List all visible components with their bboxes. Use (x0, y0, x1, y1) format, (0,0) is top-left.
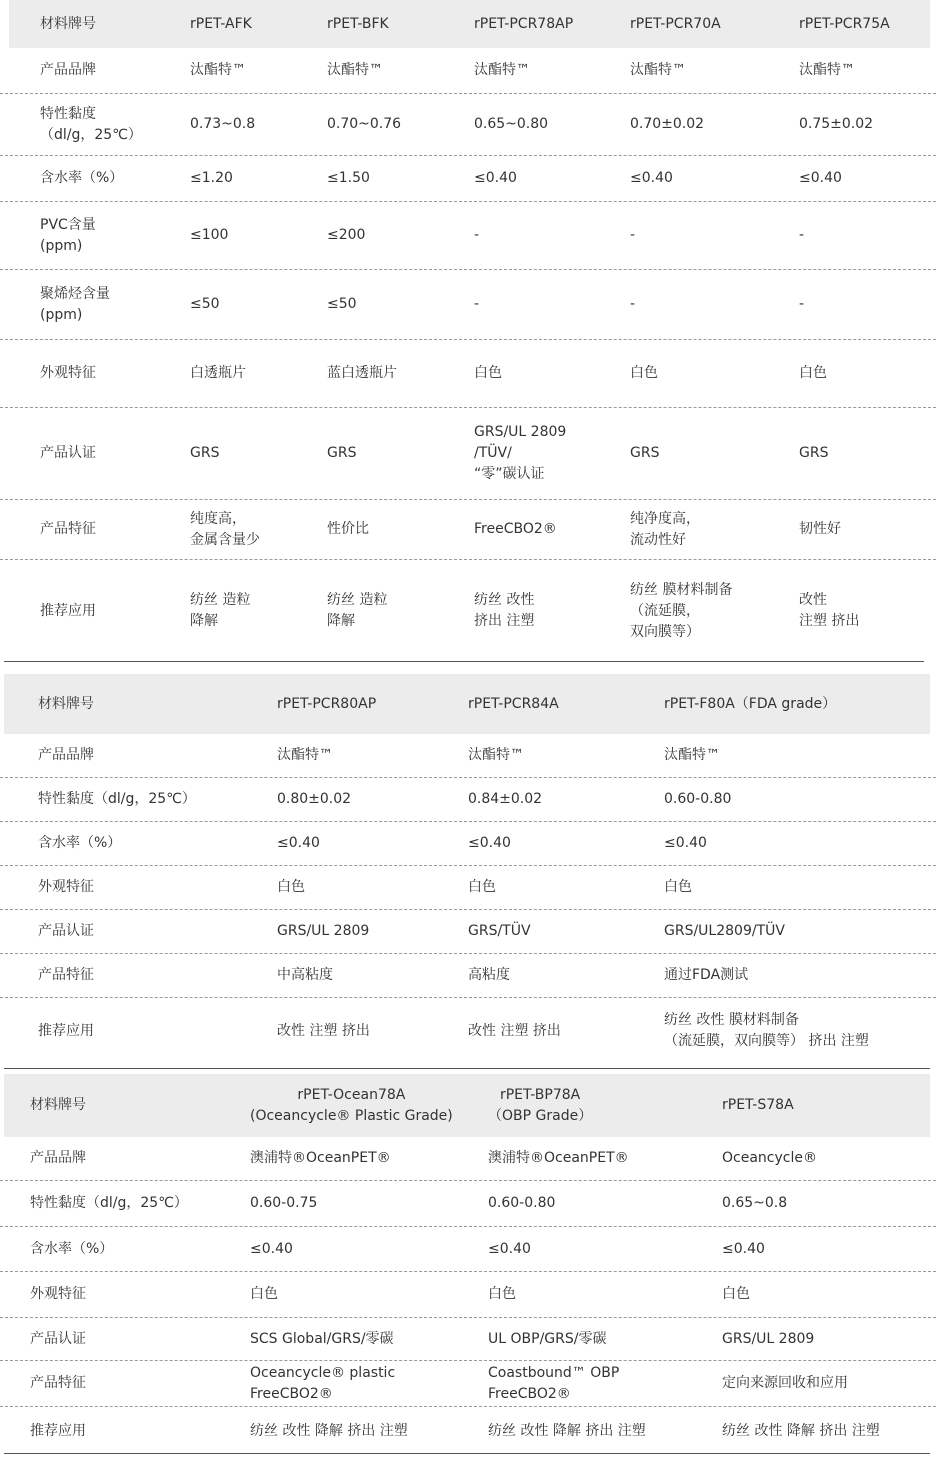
value-cell (468, 822, 511, 865)
table-row (0, 866, 936, 910)
table-row (0, 910, 936, 954)
value-cell (664, 998, 869, 1064)
cell-text: rPET-BFK (327, 15, 389, 32)
cell-text: 白色 (799, 365, 827, 381)
value-cell (722, 1272, 750, 1317)
row-label-cell (30, 1361, 86, 1406)
value-cell (190, 156, 233, 201)
cell-text: 韧性好 (799, 521, 841, 537)
cell-text: FreeCBO2® (474, 521, 557, 537)
value-cell (277, 866, 305, 909)
value-cell (468, 734, 524, 777)
cell-text: ≤0.40 (250, 1240, 293, 1257)
cell-text: GRS/TÜV (468, 923, 531, 939)
value-cell (488, 1361, 619, 1406)
header-grade-cell (250, 1074, 453, 1137)
value-cell (327, 156, 370, 201)
value-cell (488, 1137, 629, 1180)
cell-text: 推荐应用 (30, 1422, 86, 1439)
cell-text: 0.84±0.02 (468, 791, 543, 807)
cell-text: 澳浦特®OceanPET® (250, 1150, 391, 1166)
cell-text: 纯净度高， 流动性好 (630, 510, 700, 548)
cell-text: ≤0.40 (630, 170, 673, 186)
table-2-bottom-rule (4, 1068, 930, 1069)
cell-text: 白透瓶片 (190, 365, 246, 381)
row-label-cell (38, 822, 121, 865)
table-row (0, 1137, 936, 1181)
value-cell (488, 1181, 555, 1226)
header-grade-cell (488, 1074, 592, 1137)
value-cell (474, 340, 502, 407)
cell-text: ≤0.40 (277, 835, 320, 851)
value-cell (722, 1137, 817, 1180)
value-cell (468, 998, 561, 1064)
value-cell (799, 156, 842, 201)
row-label-cell (38, 998, 94, 1064)
value-cell (250, 1361, 395, 1406)
cell-text: ≤0.40 (468, 835, 511, 851)
cell-text: 蓝白透瓶片 (327, 365, 397, 381)
cell-text: 推荐应用 (40, 602, 96, 619)
value-cell (327, 270, 357, 339)
value-cell (799, 202, 804, 269)
cell-text: GRS/UL 2809 (277, 923, 370, 939)
value-cell (799, 408, 828, 499)
value-cell (488, 1227, 531, 1271)
cell-text: 特性黏度（dl/g，25℃） (30, 1195, 188, 1211)
header-label-cell (30, 1074, 86, 1137)
cell-text: 含水率（%） (40, 170, 124, 186)
cell-text: rPET-PCR78AP (474, 15, 574, 32)
row-label-cell (38, 778, 196, 821)
cell-text: 含水率（%） (38, 835, 122, 851)
table-row (0, 998, 936, 1064)
cell-text: 定向来源回收和应用 (722, 1375, 848, 1391)
value-cell (722, 1407, 880, 1455)
row-label-cell (40, 270, 110, 339)
header-grade-cell (277, 674, 376, 734)
cell-text: GRS (327, 445, 357, 461)
cell-text: 0.70±0.02 (630, 116, 705, 132)
cell-text: 改性 注塑 挤出 (468, 1022, 561, 1039)
header-grade-cell (327, 0, 389, 48)
value-cell (250, 1318, 394, 1360)
table-row (0, 94, 936, 156)
cell-text: 汰酯特™ (630, 62, 686, 78)
row-label-cell (40, 560, 96, 662)
value-cell (722, 1318, 814, 1360)
value-cell (488, 1407, 646, 1455)
row-label-cell (40, 202, 96, 269)
header-label-cell (40, 0, 96, 48)
cell-text: 产品认证 (38, 923, 94, 939)
cell-text: 纺丝 造粒 降解 (190, 592, 251, 629)
table-row (0, 270, 936, 340)
value-cell (664, 866, 692, 909)
table-row (0, 1407, 936, 1455)
cell-text: 白色 (664, 879, 692, 895)
value-cell (468, 778, 542, 821)
table-row (0, 560, 936, 662)
value-cell (488, 1272, 516, 1317)
cell-text: 纺丝 膜材料制备 （流延膜， 双向膜等） (630, 581, 733, 640)
cell-text: 汰酯特™ (190, 62, 246, 78)
cell-text: ≤1.50 (327, 170, 370, 186)
table-row (0, 340, 936, 408)
value-cell (277, 822, 320, 865)
cell-text: ≤1.20 (190, 170, 233, 186)
value-cell (474, 270, 479, 339)
value-cell (468, 866, 496, 909)
cell-text: 推荐应用 (38, 1022, 94, 1039)
value-cell (474, 48, 530, 93)
row-label-cell (38, 954, 94, 997)
cell-text: 0.60-0.75 (250, 1195, 318, 1211)
cell-text: 0.60-0.80 (664, 791, 732, 807)
value-cell (722, 1181, 787, 1226)
cell-text: - (474, 296, 480, 312)
cell-text: rPET-PCR84A (468, 695, 559, 712)
cell-text: 0.60-0.80 (488, 1195, 556, 1211)
table-3-bottom-rule (4, 1453, 930, 1454)
header-grade-cell (722, 1074, 794, 1137)
cell-text: 产品认证 (40, 445, 96, 461)
cell-text: 产品品牌 (30, 1150, 86, 1166)
cell-text: PVC含量 (ppm) (40, 216, 96, 254)
cell-text: 纯度高， 金属含量少 (190, 510, 260, 548)
header-grade-cell (630, 0, 721, 48)
cell-text: ≤0.40 (799, 170, 842, 186)
value-cell (190, 202, 228, 269)
value-cell (277, 998, 370, 1064)
row-label-cell (40, 500, 96, 559)
value-cell (250, 1137, 391, 1180)
row-label-cell (40, 408, 96, 499)
cell-text: 纺丝 改性 降解 挤出 注塑 (250, 1422, 408, 1439)
cell-text: 聚烯烃含量 (ppm) (40, 285, 110, 323)
header-grade-cell (664, 674, 836, 734)
cell-text: - (474, 227, 480, 243)
row-label-cell (40, 340, 96, 407)
cell-text: 白色 (250, 1286, 278, 1302)
table-row (0, 1227, 936, 1272)
cell-text: 0.70~0.76 (327, 116, 402, 132)
cell-text: 汰酯特™ (799, 62, 855, 78)
cell-text: rPET-F80A（FDA grade） (664, 695, 837, 712)
header-grade-cell (468, 674, 559, 734)
cell-text: 改性 注塑 挤出 (277, 1022, 370, 1039)
row-label-cell (30, 1181, 188, 1226)
cell-text: 纺丝 造粒 降解 (327, 592, 388, 629)
cell-text: 材料牌号 (30, 1097, 86, 1113)
table-row (0, 1361, 936, 1407)
cell-text: 白色 (488, 1286, 516, 1302)
value-cell (664, 778, 731, 821)
cell-text: 产品品牌 (40, 62, 96, 78)
value-cell (190, 48, 246, 93)
value-cell (664, 910, 785, 953)
cell-text: Oceancycle® plastic FreeCBO2® (250, 1364, 396, 1402)
header-grade-cell (190, 0, 252, 48)
cell-text: Oceancycle® (722, 1150, 817, 1166)
value-cell (722, 1361, 848, 1406)
value-cell (190, 560, 250, 662)
table-row (0, 1318, 936, 1361)
cell-text: ≤200 (327, 227, 366, 243)
row-label-cell (30, 1227, 113, 1271)
cell-text: 外观特征 (40, 365, 96, 381)
value-cell (250, 1407, 408, 1455)
cell-text: 材料牌号 (40, 15, 96, 32)
value-cell (630, 408, 659, 499)
value-cell (190, 270, 220, 339)
value-cell (630, 340, 658, 407)
value-cell (488, 1318, 606, 1360)
cell-text: GRS (190, 445, 220, 461)
spec-table-3 (0, 1074, 936, 1455)
cell-text: 汰酯特™ (468, 747, 524, 763)
cell-text: 白色 (468, 879, 496, 895)
cell-text: 产品认证 (30, 1330, 86, 1347)
row-label-cell (30, 1318, 86, 1360)
value-cell (799, 48, 855, 93)
value-cell (327, 500, 369, 559)
cell-text: GRS/UL2809/TÜV (664, 923, 785, 939)
cell-text: 产品特征 (30, 1375, 86, 1391)
header-grade-cell (799, 0, 890, 48)
row-label-cell (38, 734, 94, 777)
cell-text: 材料牌号 (38, 695, 94, 712)
value-cell (474, 560, 534, 662)
table-row (0, 408, 936, 500)
value-cell (799, 270, 804, 339)
value-cell (474, 408, 566, 499)
cell-text: 特性黏度 （dl/g，25℃） (40, 105, 142, 143)
spec-table-1 (0, 0, 936, 662)
row-label-cell (38, 866, 94, 909)
cell-text: rPET-BP78A （OBP Grade） (488, 1086, 593, 1124)
cell-text: ≤0.40 (722, 1240, 765, 1257)
row-label-cell (40, 94, 142, 155)
cell-text: 澳浦特®OceanPET® (488, 1150, 629, 1166)
value-cell (630, 156, 673, 201)
cell-text: 性价比 (327, 521, 369, 537)
cell-text: 0.75±0.02 (799, 116, 874, 132)
cell-text: 通过FDA测试 (664, 967, 749, 983)
cell-text: ≤100 (190, 227, 229, 243)
value-cell (468, 910, 531, 953)
value-cell (277, 954, 333, 997)
value-cell (250, 1181, 317, 1226)
cell-text: rPET-S78A (722, 1097, 794, 1113)
value-cell (474, 156, 517, 201)
table-row (0, 202, 936, 270)
cell-text: 0.73~0.8 (190, 116, 256, 132)
cell-text: 外观特征 (38, 879, 94, 895)
value-cell (664, 954, 748, 997)
row-label-cell (38, 910, 94, 953)
cell-text: 含水率（%） (30, 1240, 114, 1257)
table-row (0, 500, 936, 560)
row-label-cell (30, 1272, 86, 1317)
cell-text: GRS (799, 445, 829, 461)
cell-text: 外观特征 (30, 1286, 86, 1302)
table-row (0, 1181, 936, 1227)
header-grade-cell (474, 0, 573, 48)
value-cell (327, 48, 383, 93)
value-cell (474, 202, 479, 269)
value-cell (799, 340, 827, 407)
cell-text: rPET-PCR75A (799, 15, 890, 32)
cell-text: ≤0.40 (664, 835, 707, 851)
table-1-bottom-rule (4, 661, 924, 662)
header-label-cell (38, 674, 94, 734)
cell-text: SCS Global/GRS/零碳 (250, 1330, 394, 1347)
cell-text: Coastbound™ OBP FreeCBO2® (488, 1364, 620, 1402)
cell-text: 产品特征 (38, 967, 94, 983)
value-cell (250, 1272, 278, 1317)
cell-text: GRS/UL 2809 /TÜV/ “零”碳认证 (474, 424, 567, 482)
value-cell (190, 408, 219, 499)
cell-text: 白色 (630, 365, 658, 381)
value-cell (327, 560, 387, 662)
cell-text: 0.80±0.02 (277, 791, 352, 807)
table-row (0, 1272, 936, 1318)
value-cell (799, 94, 873, 155)
cell-text: 特性黏度（dl/g，25℃） (38, 791, 196, 807)
table-header-row (4, 674, 930, 734)
value-cell (468, 954, 510, 997)
value-cell (630, 94, 704, 155)
cell-text: 白色 (474, 365, 502, 381)
cell-text: GRS (630, 445, 660, 461)
cell-text: GRS/UL 2809 (722, 1330, 815, 1347)
cell-text: 白色 (722, 1286, 750, 1302)
cell-text: - (630, 227, 636, 243)
cell-text: rPET-Ocean78A (Oceancycle® Plastic Grade) (250, 1086, 453, 1124)
cell-text: ≤0.40 (488, 1240, 531, 1257)
row-label-cell (40, 156, 123, 201)
cell-text: rPET-AFK (190, 15, 252, 32)
table-header-row (4, 1074, 930, 1137)
cell-text: 产品品牌 (38, 747, 94, 763)
cell-text: - (630, 296, 636, 312)
table-row (0, 822, 936, 866)
cell-text: 白色 (277, 879, 305, 895)
value-cell (474, 94, 548, 155)
value-cell (664, 734, 720, 777)
value-cell (664, 822, 707, 865)
cell-text: - (799, 296, 805, 312)
cell-text: 纺丝 改性 挤出 注塑 (474, 592, 535, 629)
value-cell (799, 560, 859, 662)
cell-text: - (799, 227, 805, 243)
value-cell (722, 1227, 765, 1271)
table-row (0, 778, 936, 822)
cell-text: 纺丝 改性 降解 挤出 注塑 (488, 1422, 646, 1439)
table-row (0, 734, 936, 778)
value-cell (277, 734, 333, 777)
value-cell (190, 500, 260, 559)
value-cell (327, 94, 401, 155)
value-cell (250, 1227, 293, 1271)
value-cell (327, 202, 365, 269)
cell-text: ≤50 (190, 296, 220, 312)
value-cell (190, 340, 246, 407)
cell-text: rPET-PCR80AP (277, 695, 377, 712)
table-row (0, 954, 936, 998)
value-cell (630, 560, 732, 662)
cell-text: 改性 注塑 挤出 (799, 592, 860, 629)
value-cell (327, 408, 356, 499)
cell-text: 汰酯特™ (277, 747, 333, 763)
cell-text: UL OBP/GRS/零碳 (488, 1330, 607, 1347)
table-header-row (9, 0, 930, 48)
cell-text: 汰酯特™ (664, 747, 720, 763)
value-cell (327, 340, 397, 407)
cell-text: 0.65~0.80 (474, 116, 549, 132)
cell-text: ≤50 (327, 296, 357, 312)
value-cell (277, 910, 369, 953)
value-cell (474, 500, 557, 559)
value-cell (190, 94, 255, 155)
cell-text: 纺丝 改性 降解 挤出 注塑 (722, 1422, 880, 1439)
cell-text: ≤0.40 (474, 170, 517, 186)
cell-text: 产品特征 (40, 521, 96, 537)
value-cell (630, 48, 686, 93)
value-cell (630, 202, 635, 269)
table-row (0, 48, 936, 94)
cell-text: rPET-PCR70A (630, 15, 721, 32)
row-label-cell (30, 1407, 86, 1455)
cell-text: 汰酯特™ (327, 62, 383, 78)
value-cell (630, 500, 700, 559)
cell-text: 汰酯特™ (474, 62, 530, 78)
table-row (0, 156, 936, 202)
cell-text: 纺丝 改性 膜材料制备 （流延膜，双向膜等） 挤出 注塑 (664, 1012, 869, 1049)
cell-text: 0.65~0.8 (722, 1195, 788, 1211)
spec-table-2 (0, 674, 936, 1064)
row-label-cell (30, 1137, 86, 1180)
value-cell (277, 778, 351, 821)
cell-text: 中高粘度 (277, 967, 333, 983)
cell-text: 高粘度 (468, 967, 510, 983)
row-label-cell (40, 48, 96, 93)
value-cell (799, 500, 841, 559)
value-cell (630, 270, 635, 339)
